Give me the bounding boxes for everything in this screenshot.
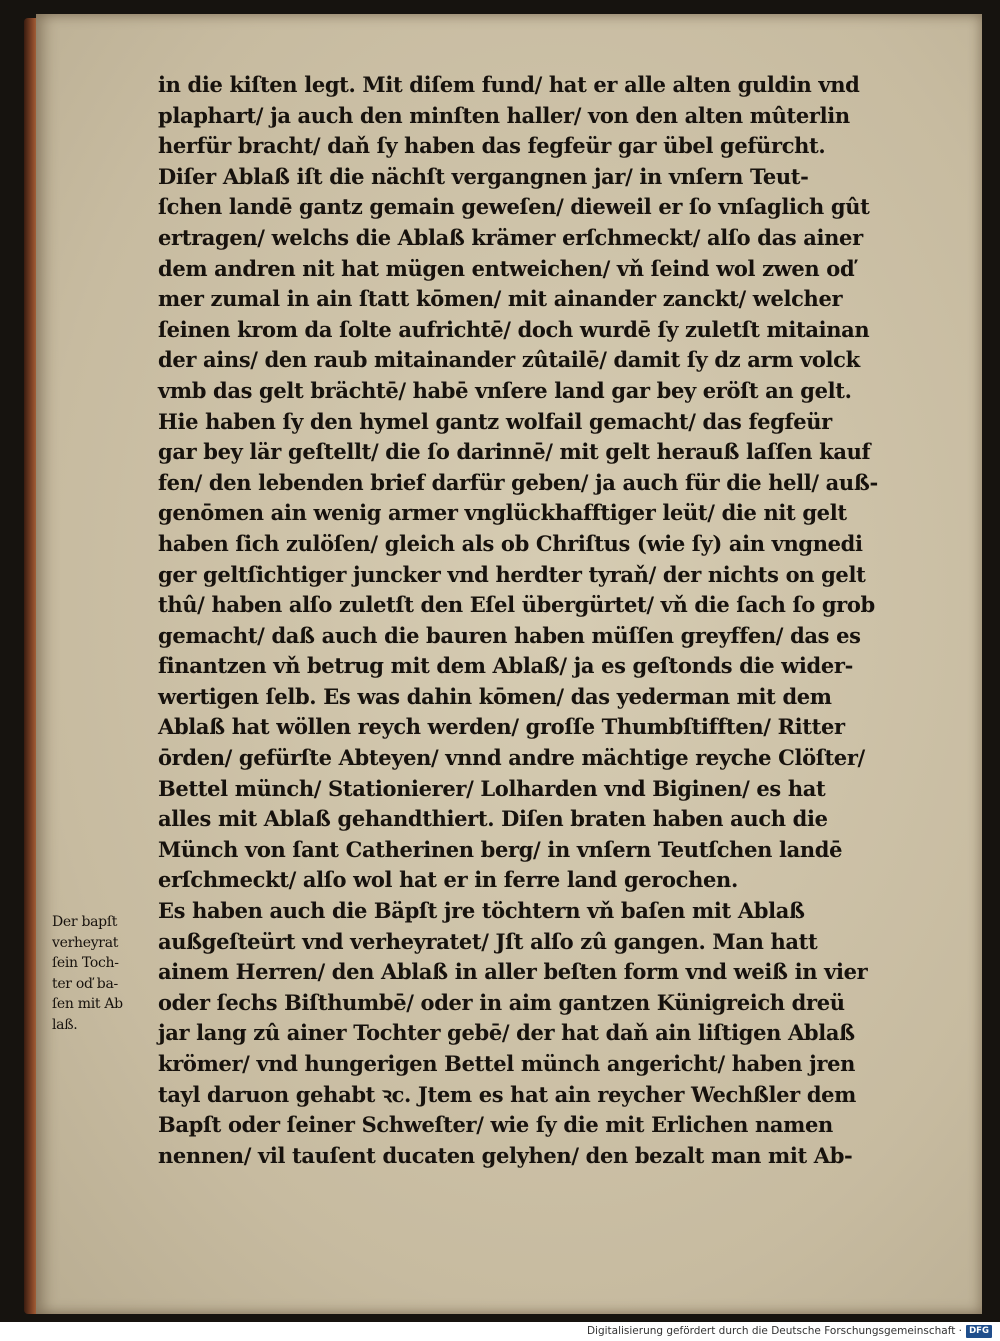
text-line: nennen/ vil tauſent ducaten gelyhen/ den bezalt man mit Ab- (158, 1142, 853, 1168)
text-line: vmb das gelt brächtē/ habē vnſere land gar bey eröſt an gelt. (158, 377, 852, 403)
text-line: ertragen/ welchs die Ablaß krämer erſchmeckt/ alſo das ainer (158, 224, 863, 250)
text-line: außgeſteürt vnd verheyratet/ Jſt alſo zû gangen. Man hatt (158, 928, 818, 954)
text-line: ainem Herren/ den Ablaß in aller beſten form vnd weiß in vier (158, 959, 868, 985)
text-line: Bettel münch/ Stationierer/ Lolharden vnd Biginen/ es hat (158, 775, 826, 801)
text-line: ſchen landē gantz gemain geweſen/ dieweil er ſo vnſaglich gût (158, 194, 870, 220)
text-line: Es haben auch die Bäpſt jre töchtern vň baſen mit Ablaß (158, 898, 805, 924)
footer-bar (0, 1322, 1000, 1341)
funding-credit: Digitalisierung gefördert durch die Deutsche Forschungsgemeinschaft · (586, 1325, 962, 1337)
text-line: thû/ haben alſo zuletſt den Eſel übergürtet/ vň die ſach ſo grob (158, 592, 875, 618)
text-line: Münch von ſant Catherinen berg/ in vnſern Teutſchen landē (158, 836, 843, 862)
dfg-logo: DFG (966, 1325, 992, 1338)
margin-note-line: ſein Toch- (52, 955, 119, 971)
text-line: Diſer Ablaß iſt die nächſt vergangnen jar/ in vnſern Teut- (158, 163, 809, 189)
margin-note-line: Der bapſt (52, 914, 118, 930)
margin-note-line: ſen mit Ab (52, 996, 123, 1012)
text-line: tayl daruon gehabt ꝛc. Jtem es hat ain reycher Wechßler dem (158, 1081, 857, 1107)
text-line: dem andren nit hat mügen entweichen/ vň ſeind wol zwen oď (158, 255, 855, 281)
margin-note-line: ter oď ba- (52, 975, 118, 992)
text-line: ſeinen krom da ſolte aufrichtē/ doch wurdē ſy zuletſt mitainan (158, 316, 870, 342)
text-line: alles mit Ablaß gehandthiert. Diſen braten haben auch die (158, 806, 828, 832)
text-line: finantzen vň betrug mit dem Ablaß/ ja es geſtonds die wider- (158, 653, 853, 679)
text-line: ōrden/ gefürſte Abteyen/ vnnd andre mächtige reyche Clöſter/ (158, 745, 865, 771)
text-line: mer zumal in ain ſtatt kōmen/ mit ainander zanckt/ welcher (158, 286, 843, 312)
margin-note (52, 912, 152, 1035)
text-line: genōmen ain wenig armer vnglückhafftiger leüt/ die nit gelt (158, 500, 847, 526)
text-line: oder ſechs Biſthumbē/ oder in aim gantzen Künigreich dreü (158, 989, 845, 1015)
text-line: gar bey lär geſtellt/ die ſo darinnē/ mit gelt herauß laſſen kauf (158, 439, 871, 465)
text-line: wertigen ſelb. Es was dahin kōmen/ das yederman mit dem (158, 683, 832, 709)
text-line: Ablaß hat wöllen reych werden/ groſſe Thumbſtifften/ Ritter (158, 714, 845, 740)
text-line: in die kiſten legt. Mit diſem fund/ hat er alle alten guldin vnd (158, 72, 860, 97)
text-line: krömer/ vnd hungerigen Bettel münch angericht/ haben jren (158, 1051, 856, 1076)
text-line: ger geltſichtiger juncker vnd herdter tyraň/ der nichts on gelt (158, 561, 866, 587)
margin-note-line: laß. (52, 1016, 78, 1033)
text-line: erſchmeckt/ alſo wol hat er in ferre land gerochen. (158, 867, 738, 893)
text-line: jar lang zû ainer Tochter gebē/ der hat daň ain liſtigen Ablaß (158, 1020, 855, 1046)
main-text-block (158, 70, 878, 1171)
text-line: gemacht/ daß auch die bauren haben müſſen greyffen/ das es (158, 622, 861, 648)
text-line: Hie haben ſy den hymel gantz wolfail gemacht/ das fegfeür (158, 408, 832, 434)
margin-note-line: verheyrat (52, 934, 119, 951)
text-line: herfür bracht/ daň ſy haben das fegfeür gar übel gefürcht. (158, 133, 826, 159)
text-line: plaphart/ ja auch den minſten haller/ von den alten mûterlin (158, 102, 850, 128)
text-line: fen/ den lebenden brief darfür geben/ ja auch für die hell/ auß- (158, 469, 878, 495)
text-line: haben ſich zulöſen/ gleich als ob Chriſtus (wie ſy) ain vngnedi (158, 530, 863, 556)
text-line: Bapſt oder ſeiner Schweſter/ wie ſy die mit Erlichen namen (158, 1112, 833, 1138)
text-line: der ains/ den raub mitainander zûtailē/ damit ſy dz arm volck (158, 347, 860, 373)
